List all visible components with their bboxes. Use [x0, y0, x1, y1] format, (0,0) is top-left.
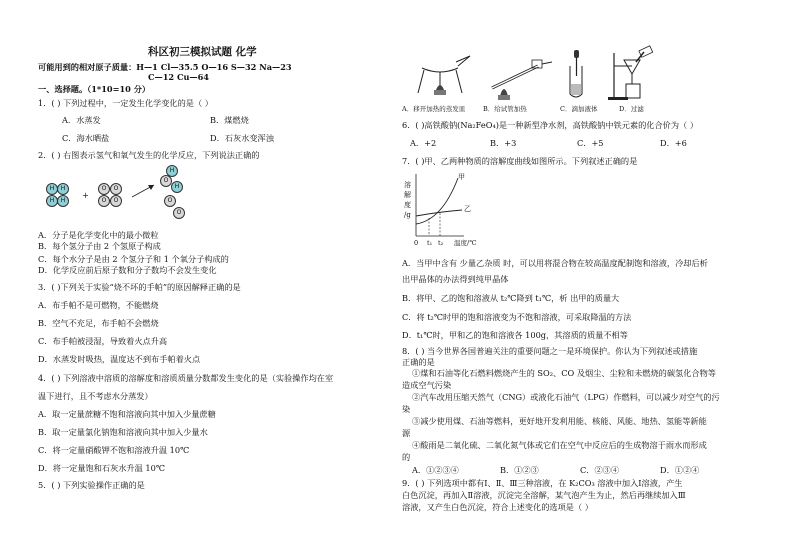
q8-stem-line2: 正确的是 — [402, 357, 435, 367]
q5-stem: 5．( ) 下列实验操作正确的是 — [38, 480, 145, 490]
q8-option-a: A．①②③④ — [412, 465, 459, 475]
hydrogen-atom: H — [46, 195, 58, 207]
t2-label: t₂ — [438, 239, 444, 247]
q4-option-c: C．将一定量硝酸钾不饱和溶液升温 10℃ — [38, 445, 190, 455]
figure-caption-c: C．滴加液体 — [560, 105, 598, 113]
q8-statement3-line2: 源 — [402, 428, 411, 438]
exam-title: 科区初三模拟试题 化学 — [148, 46, 257, 58]
q8-statement2-line1: ②汽车改用压缩天然气（CNG）或液化石油气（LPG）作燃料，可以减少对空气的污 — [412, 392, 720, 402]
q8-option-c: C．②③④ — [580, 465, 620, 475]
figure-caption-b: B．给试管加热 — [483, 105, 527, 113]
q8-statement2-line2: 染 — [402, 404, 411, 414]
q2-option-d: D．化学反应前后原子数和分子数均不会发生变化 — [38, 265, 217, 275]
q6-stem: 6．( )高铁酸钠(Na₂FeO₄)是一种新型净水剂，高铁酸钠中铁元素的化合价为（ ） — [402, 120, 699, 130]
q1-stem: 1．( ) 下列过程中，一定发生化学变化的是（ ） — [38, 98, 213, 108]
q7-option-a-line2: 出甲晶体的办法得到纯甲晶体 — [402, 274, 509, 284]
hydrogen-atom: H — [57, 195, 69, 207]
q6-option-d: D．+6 — [660, 138, 687, 148]
oxygen-atom: O — [110, 195, 122, 207]
q4-stem-line2: 温下进行，且不考虑水分蒸发） — [38, 391, 153, 401]
q2-stem: 2．( ) 右图表示氢气和氧气发生的化学反应，下列说法正确的 — [38, 150, 260, 160]
q3-option-a: A．布手帕不是可燃物，不能燃烧 — [38, 300, 159, 310]
q4-option-d: D．将一定量饱和石灰水升温 10℃ — [38, 463, 165, 473]
y-axis-title-char1: 溶 — [404, 181, 411, 189]
q6-option-a: A．+2 — [410, 138, 437, 148]
q8-statement1-line2: 造成空气污染 — [402, 380, 452, 390]
q9-line2: 白色沉淀，再加入Ⅱ溶液，沉淀完全溶解，某气泡产生为止，然后再继续加入Ⅲ — [402, 490, 686, 500]
origin-label: 0 — [414, 239, 419, 247]
q2-option-c: C．每个水分子是由 2 个氢分子和 1 个氧分子构成的 — [38, 254, 229, 264]
hydrogen-atom: H — [57, 183, 69, 195]
oxygen-atom: O — [160, 175, 172, 187]
q3-option-b: B．空气不充足，布手帕不会燃烧 — [38, 318, 159, 328]
label-yi: 乙 — [464, 205, 471, 213]
q2-option-a: A．分子是化学变化中的最小微粒 — [38, 230, 159, 240]
curve-jia — [416, 178, 458, 224]
q6-option-c: C．+5 — [577, 138, 604, 148]
oxygen-atom: O — [164, 195, 176, 207]
hydrogen-atom: H — [166, 165, 178, 177]
q1-option-c: C．海水晒盐 — [62, 133, 110, 143]
q7-option-a-line1: A．当甲中含有 少量乙杂质 时，可以用将混合物在较高温度配制饱和溶液，冷却后析 — [402, 258, 708, 268]
q1-option-a: A．水蒸发 — [62, 115, 101, 125]
oxygen-atom: O — [98, 195, 110, 207]
oxygen-atom: O — [110, 183, 122, 195]
test-tube-heating-icon — [492, 60, 552, 100]
dropper-icon — [570, 50, 582, 97]
filtration-icon — [608, 46, 653, 100]
atomic-masses-line2: C—12 Cu—64 — [148, 72, 209, 82]
q3-option-d: D．水蒸发时吸热，温度达不到布手帕着火点 — [38, 354, 201, 364]
q9-line1: 9．( ) 下列选项中都有Ⅰ、Ⅱ、Ⅲ三种溶液，在 K₂CO₃ 溶液中加入Ⅰ溶液，产生 — [402, 478, 683, 488]
q7-option-c: C．将 t₂℃时甲的饱和溶液变为不饱和溶液，可采取降温的方法 — [402, 312, 632, 322]
reaction-diagram — [40, 165, 200, 223]
figure-caption-a: A．移开加热的蒸发皿 — [402, 105, 466, 113]
y-axis-title-char3: 度 — [404, 201, 411, 209]
label-jia: 甲 — [458, 173, 465, 181]
q8-statement3-line1: ③减少使用煤、石油等燃料，更好地开发利用能、核能、风能、地热、氢能等新能 — [412, 416, 707, 426]
x-axis-label: 温度/℃ — [454, 239, 477, 247]
q9-line3: 溶液，又产生白色沉淀，符合上述变化的选项是（ ） — [402, 502, 593, 512]
q3-stem: 3．( )下列关于实验“烧不坏的手帕”的原因解释正确的是 — [38, 282, 241, 292]
evaporating-dish-icon — [418, 56, 470, 95]
q1-option-b: B．煤燃烧 — [210, 115, 249, 125]
figure-caption-d: D．过滤 — [619, 105, 644, 113]
q2-option-b: B．每个氢分子由 2 个氢原子构成 — [38, 241, 161, 251]
q8-stem-line1: 8．( ) 当今世界各国普遍关注的重要问题之一是环境保护。你认为下列叙述或措施 — [402, 346, 698, 356]
y-axis-title-char2: 解 — [404, 191, 411, 199]
hydrogen-atom: H — [46, 183, 58, 195]
q7-stem: 7．( )甲、乙两种物质的溶解度曲线如图所示。下列叙述正确的是 — [402, 156, 638, 166]
y-axis-unit: /g — [404, 211, 411, 219]
q8-option-d: D．①②④ — [660, 465, 700, 475]
q4-option-a: A．取一定量蔗糖不饱和溶液向其中加入少量蔗糖 — [38, 409, 216, 419]
plus-sign: + — [82, 190, 89, 200]
section-heading: 一、选择题。（1*10=10 分） — [38, 84, 151, 94]
q8-statement4-line2: 的 — [402, 452, 411, 462]
hydrogen-atom: H — [171, 181, 183, 193]
q8-option-b: B．①②③ — [500, 465, 539, 475]
lab-apparatus-figures — [400, 48, 660, 103]
q8-statement4-line1: ④酸雨是二氧化硫、二氧化氮气体或它们在空气中反应后的生成物溶于雨水而形成 — [412, 440, 707, 450]
q3-option-c: C．布手帕被浸湿，导致着火点升高 — [38, 336, 168, 346]
q8-statement1-line1: ①煤和石油等化石燃料燃烧产生的 SO₂、CO 及烟尘、尘粒和未燃烧的碳氢化合物等 — [412, 368, 716, 378]
q7-option-b: B．将甲、乙的饱和溶液从 t₂℃降到 t₁℃，析 出甲的质量大 — [402, 293, 620, 303]
q4-stem-line1: 4．( ) 下列溶液中溶质的溶解度和溶质质量分数都发生变化的是（实验操作均在室 — [38, 373, 334, 383]
q6-option-b: B．+3 — [490, 138, 517, 148]
solubility-curve-figure — [402, 170, 492, 250]
t1-label: t₁ — [427, 239, 433, 247]
q7-option-d: D．t₁℃时，甲和乙的饱和溶液各 100g，其溶质的质量不相等 — [402, 330, 628, 340]
atomic-masses-line1: 可能用到的相对原子质量：H—1 Cl—35.5 O—16 S—32 Na—23 — [38, 62, 292, 72]
q1-option-d: D．石灰水变浑浊 — [210, 133, 274, 143]
oxygen-atom: O — [98, 183, 110, 195]
q4-option-b: B．取一定量氯化钠饱和溶液向其中加入少量水 — [38, 427, 208, 437]
oxygen-atom: O — [173, 207, 185, 219]
